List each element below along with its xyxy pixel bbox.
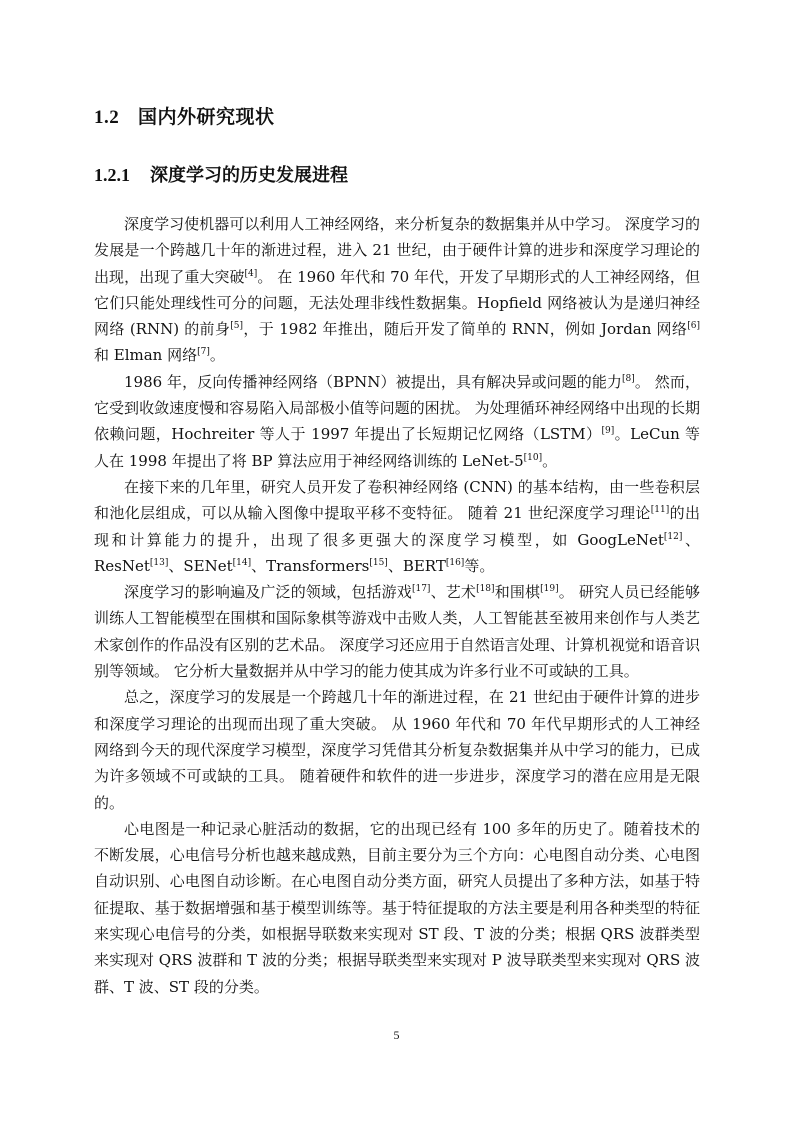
text-run: 深度学习的影响遍及广泛的领域，包括游戏: [124, 583, 412, 602]
text-run: 、BERT: [387, 556, 446, 575]
text-run: 、Transformers: [251, 556, 370, 575]
paragraph-1: [94, 211, 700, 369]
citation: [6]: [687, 321, 700, 332]
paragraph-4: [94, 579, 700, 684]
subsection-heading: [94, 161, 348, 187]
text-run: 。 研究人员已经能够训练人工智能模型在围棋和国际象棋等游戏中击败人类，人工智能甚至被用来创作与人类艺术家创作的作品没有区别的艺术品。 深度学习还应用于自然语言处理、计算机视觉和语音识别等领域。 它分析大量数据并从中学习的能力使其成为许多行业不可或缺的工具。: [94, 583, 700, 681]
paragraph-6: 心电图是一种记录心脏活动的数据，它的出现已经有 100 多年的历史了。随着技术的不断发展，心电信号分析也越来越成熟，目前主要分为三个方向：心电图自动分类、心电图自动识别、心电图自动诊断。在心电图自动分类方面，研究人员提出了多种方法，如基于特征提取、基于数据增强和基于模型训练等。基于特征提取的方法主要是利用各种类型的特征来实现心电信号的分类，如根据导联数来实现对 ST 段、T 波的分类；根据 QRS 波群类型来实现对 QRS 波群和 T 波的分类；根据导联类型来实现对 P 波导联类型来实现对 QRS 波群、T 波、ST 段的分类。: [94, 819, 700, 996]
citation: [5]: [230, 321, 244, 332]
citation: [15]: [369, 557, 388, 568]
text-run: 和 Elman 网络: [94, 346, 198, 365]
text-run: 、SENet: [168, 556, 233, 575]
section-title: 国内外研究现状: [138, 106, 275, 128]
text-run: 和围棋: [494, 583, 541, 602]
citation: [18]: [476, 584, 495, 595]
citation: [12]: [663, 531, 683, 542]
paragraph-5: 总之，深度学习的发展是一个跨越几十年的渐进过程，在 21 世纪由于硬件计算的进步和深度学习理论的出现而出现了重大突破。 从 1960 年代和 70 年代早期形式的人工神经网络到今天的现代深度学习模型，深度学习凭借其分析复杂数据集并从中学习的能力，已成为许多领域不可或缺的工具。 随着硬件和软件的进一步进步，深度学习的潜在应用是无限的。: [94, 688, 700, 812]
citation: [14]: [232, 557, 252, 568]
citation: [16]: [445, 557, 465, 568]
text-run: 。 在 1960 年代和 70 年代，开发了早期形式的人工神经网络，但它们只能处理线性可分的问题，无法处理非线性数据集。Hopfield 网络被认为是递归神经网络 (RNN) 的前身: [94, 267, 700, 339]
text-run: 1986 年，反向传播神经网络（BPNN）被提出，具有解决异或问题的能力: [124, 372, 623, 391]
text-run: 等。: [464, 556, 495, 575]
subsection-number: 1.2.1: [94, 165, 130, 185]
citation: [19]: [540, 584, 559, 595]
citation: [7]: [197, 347, 210, 358]
text-run: 深度学习使机器可以利用人工神经网络，来分析复杂的数据集并从中学习。 深度学习的发展是一个跨越几十年的渐进过程，进入 21 世纪，由于硬件计算的进步和深度学习理论的出现，出现了重大突破: [94, 215, 700, 286]
text-run: 。 然而，它受到收敛速度慢和容易陷入局部极小值等问题的困扰。 为处理循环神经网络中出现的长期依赖问题，Hochreiter 等人于 1997 年提出了长短期记忆网络（LSTM）: [94, 372, 700, 444]
citation: [11]: [650, 505, 670, 516]
page-number: 5: [393, 1028, 400, 1042]
citation: [9]: [601, 426, 615, 437]
section-number: 1.2: [94, 107, 120, 128]
text-run: 、ResNet: [94, 530, 700, 575]
text-run: 。LeCun 等人在 1998 年提出了将 BP 算法应用于神经网络训练的 LeNet-5: [94, 425, 700, 470]
text-run: ，于 1982 年推出，随后开发了简单的 RNN，例如 Jordan 网络: [243, 320, 688, 339]
section-heading: [94, 102, 275, 129]
paragraph-2: [94, 369, 700, 474]
paragraph-3: [94, 474, 700, 579]
text-run: 的出现和计算能力的提升，出现了很多更强大的深度学习模型，如 GoogLeNet: [94, 504, 700, 549]
citation: [10]: [523, 452, 543, 463]
citation: [4]: [244, 268, 258, 279]
text-run: 、艺术: [430, 583, 477, 602]
text-run: 在接下来的几年里，研究人员开发了卷积神经网络 (CNN) 的基本结构，由一些卷积层和池化层组成，可以从输入图像中提取平移不变特征。 随着 21 世纪深度学习理论: [94, 477, 700, 523]
citation: [8]: [622, 373, 635, 384]
subsection-title: 深度学习的历史发展进程: [150, 165, 348, 186]
citation: [17]: [411, 584, 431, 595]
text-run: 。: [542, 451, 558, 470]
citation: [13]: [149, 557, 169, 568]
text-run: 。: [209, 346, 225, 365]
body-text: [94, 211, 700, 1000]
